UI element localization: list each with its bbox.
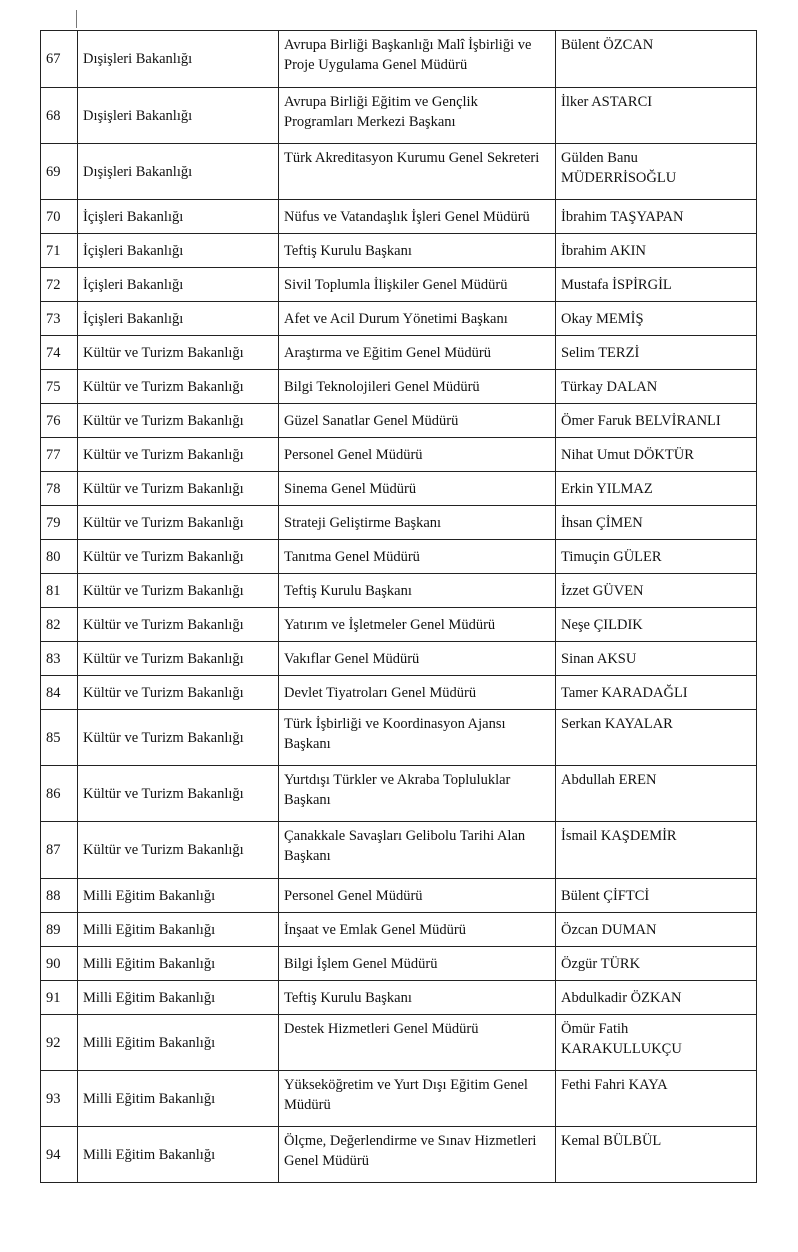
position-cell: Avrupa Birliği Eğitim ve Gençlik Programları Merkezi Başkanı (279, 88, 556, 144)
ministry-cell: Milli Eğitim Bakanlığı (78, 1071, 279, 1127)
row-number: 94 (41, 1127, 78, 1183)
ministry-cell: Dışişleri Bakanlığı (78, 144, 279, 200)
row-number: 76 (41, 404, 78, 438)
ministry-cell: Kültür ve Turizm Bakanlığı (78, 370, 279, 404)
appointee-name-cell: Gülden Banu MÜDERRİSOĞLU (556, 144, 757, 200)
appointee-name-cell: Ömer Faruk BELVİRANLI (556, 404, 757, 438)
appointee-name-cell: İhsan ÇİMEN (556, 506, 757, 540)
row-number: 69 (41, 144, 78, 200)
position-cell: İnşaat ve Emlak Genel Müdürü (279, 913, 556, 947)
position-cell: Türk İşbirliği ve Koordinasyon Ajansı Başkanı (279, 710, 556, 766)
row-number: 88 (41, 879, 78, 913)
ministry-cell: Kültür ve Turizm Bakanlığı (78, 676, 279, 710)
row-number: 67 (41, 31, 78, 88)
table-row (41, 574, 757, 608)
margin-mark (76, 10, 77, 28)
ministry-cell: Milli Eğitim Bakanlığı (78, 879, 279, 913)
appointee-name-cell: İzzet GÜVEN (556, 574, 757, 608)
position-cell: Sivil Toplumla İlişkiler Genel Müdürü (279, 268, 556, 302)
ministry-cell: Kültür ve Turizm Bakanlığı (78, 608, 279, 642)
appointee-name-cell: Türkay DALAN (556, 370, 757, 404)
ministry-cell: Kültür ve Turizm Bakanlığı (78, 766, 279, 822)
position-cell: Çanakkale Savaşları Gelibolu Tarihi Alan Başkanı (279, 822, 556, 879)
table-row (41, 981, 757, 1015)
table-row (41, 472, 757, 506)
ministry-cell: Milli Eğitim Bakanlığı (78, 1015, 279, 1071)
ministry-cell: Kültür ve Turizm Bakanlığı (78, 642, 279, 676)
table-row (41, 540, 757, 574)
ministry-cell: Kültür ve Turizm Bakanlığı (78, 506, 279, 540)
table-row (41, 710, 757, 766)
position-cell: Araştırma ve Eğitim Genel Müdürü (279, 336, 556, 370)
position-cell: Bilgi Teknolojileri Genel Müdürü (279, 370, 556, 404)
table-row (41, 676, 757, 710)
row-number: 91 (41, 981, 78, 1015)
row-number: 86 (41, 766, 78, 822)
row-number: 84 (41, 676, 78, 710)
table-row (41, 144, 757, 200)
position-cell: Afet ve Acil Durum Yönetimi Başkanı (279, 302, 556, 336)
row-number: 80 (41, 540, 78, 574)
position-cell: Strateji Geliştirme Başkanı (279, 506, 556, 540)
table-row (41, 200, 757, 234)
position-cell: Avrupa Birliği Başkanlığı Malî İşbirliği ve Proje Uygulama Genel Müdürü (279, 31, 556, 88)
appointee-name-cell: Serkan KAYALAR (556, 710, 757, 766)
row-number: 75 (41, 370, 78, 404)
appointee-name-cell: Abdullah EREN (556, 766, 757, 822)
appointee-name-cell: Kemal BÜLBÜL (556, 1127, 757, 1183)
appointee-name-cell: İlker ASTARCI (556, 88, 757, 144)
appointee-name-cell: Neşe ÇILDIK (556, 608, 757, 642)
position-cell: Türk Akreditasyon Kurumu Genel Sekreteri (279, 144, 556, 200)
ministry-cell: Kültür ve Turizm Bakanlığı (78, 822, 279, 879)
ministry-cell: Kültür ve Turizm Bakanlığı (78, 404, 279, 438)
ministry-cell: Milli Eğitim Bakanlığı (78, 947, 279, 981)
ministry-cell: Dışişleri Bakanlığı (78, 88, 279, 144)
position-cell: Güzel Sanatlar Genel Müdürü (279, 404, 556, 438)
ministry-cell: Kültür ve Turizm Bakanlığı (78, 472, 279, 506)
appointee-name-cell: Erkin YILMAZ (556, 472, 757, 506)
appointee-name-cell: Nihat Umut DÖKTÜR (556, 438, 757, 472)
position-cell: Sinema Genel Müdürü (279, 472, 556, 506)
row-number: 83 (41, 642, 78, 676)
table-row (41, 608, 757, 642)
appointments-table (40, 30, 757, 1183)
ministry-cell: İçişleri Bakanlığı (78, 234, 279, 268)
appointee-name-cell: Abdulkadir ÖZKAN (556, 981, 757, 1015)
row-number: 73 (41, 302, 78, 336)
row-number: 68 (41, 88, 78, 144)
ministry-cell: Kültür ve Turizm Bakanlığı (78, 336, 279, 370)
row-number: 90 (41, 947, 78, 981)
position-cell: Yurtdışı Türkler ve Akraba Topluluklar Başkanı (279, 766, 556, 822)
table-row (41, 88, 757, 144)
position-cell: Yatırım ve İşletmeler Genel Müdürü (279, 608, 556, 642)
row-number: 85 (41, 710, 78, 766)
row-number: 92 (41, 1015, 78, 1071)
ministry-cell: İçişleri Bakanlığı (78, 200, 279, 234)
appointee-name-cell: Fethi Fahri KAYA (556, 1071, 757, 1127)
table-row (41, 1071, 757, 1127)
row-number: 81 (41, 574, 78, 608)
table-row (41, 336, 757, 370)
row-number: 77 (41, 438, 78, 472)
ministry-cell: Milli Eğitim Bakanlığı (78, 913, 279, 947)
row-number: 89 (41, 913, 78, 947)
position-cell: Destek Hizmetleri Genel Müdürü (279, 1015, 556, 1071)
appointee-name-cell: Tamer KARADAĞLI (556, 676, 757, 710)
ministry-cell: Kültür ve Turizm Bakanlığı (78, 574, 279, 608)
row-number: 87 (41, 822, 78, 879)
row-number: 82 (41, 608, 78, 642)
appointee-name-cell: Sinan AKSU (556, 642, 757, 676)
ministry-cell: Milli Eğitim Bakanlığı (78, 981, 279, 1015)
table-row (41, 404, 757, 438)
row-number: 78 (41, 472, 78, 506)
table-row (41, 268, 757, 302)
position-cell: Teftiş Kurulu Başkanı (279, 234, 556, 268)
position-cell: Bilgi İşlem Genel Müdürü (279, 947, 556, 981)
table-row (41, 31, 757, 88)
appointee-name-cell: İsmail KAŞDEMİR (556, 822, 757, 879)
appointee-name-cell: Okay MEMİŞ (556, 302, 757, 336)
appointee-name-cell: İbrahim AKIN (556, 234, 757, 268)
appointee-name-cell: Timuçin GÜLER (556, 540, 757, 574)
ministry-cell: İçişleri Bakanlığı (78, 268, 279, 302)
table-row (41, 234, 757, 268)
table-row (41, 302, 757, 336)
table-body (41, 31, 757, 1183)
position-cell: Tanıtma Genel Müdürü (279, 540, 556, 574)
row-number: 79 (41, 506, 78, 540)
position-cell: Teftiş Kurulu Başkanı (279, 981, 556, 1015)
row-number: 74 (41, 336, 78, 370)
appointee-name-cell: İbrahim TAŞYAPAN (556, 200, 757, 234)
position-cell: Personel Genel Müdürü (279, 438, 556, 472)
row-number: 93 (41, 1071, 78, 1127)
table-row (41, 1127, 757, 1183)
appointee-name-cell: Özgür TÜRK (556, 947, 757, 981)
table-row (41, 766, 757, 822)
ministry-cell: Kültür ve Turizm Bakanlığı (78, 438, 279, 472)
appointee-name-cell: Ömür Fatih KARAKULLUKÇU (556, 1015, 757, 1071)
ministry-cell: Dışişleri Bakanlığı (78, 31, 279, 88)
ministry-cell: İçişleri Bakanlığı (78, 302, 279, 336)
ministry-cell: Kültür ve Turizm Bakanlığı (78, 540, 279, 574)
appointee-name-cell: Selim TERZİ (556, 336, 757, 370)
table-row (41, 438, 757, 472)
table-row (41, 370, 757, 404)
position-cell: Ölçme, Değerlendirme ve Sınav Hizmetleri Genel Müdürü (279, 1127, 556, 1183)
appointee-name-cell: Bülent ÖZCAN (556, 31, 757, 88)
position-cell: Teftiş Kurulu Başkanı (279, 574, 556, 608)
table-row (41, 642, 757, 676)
ministry-cell: Kültür ve Turizm Bakanlığı (78, 710, 279, 766)
row-number: 70 (41, 200, 78, 234)
table-row (41, 506, 757, 540)
table-row (41, 822, 757, 879)
position-cell: Vakıflar Genel Müdürü (279, 642, 556, 676)
position-cell: Nüfus ve Vatandaşlık İşleri Genel Müdürü (279, 200, 556, 234)
appointee-name-cell: Mustafa İSPİRGİL (556, 268, 757, 302)
row-number: 71 (41, 234, 78, 268)
table-row (41, 913, 757, 947)
position-cell: Devlet Tiyatroları Genel Müdürü (279, 676, 556, 710)
position-cell: Personel Genel Müdürü (279, 879, 556, 913)
table-row (41, 1015, 757, 1071)
appointee-name-cell: Özcan DUMAN (556, 913, 757, 947)
ministry-cell: Milli Eğitim Bakanlığı (78, 1127, 279, 1183)
table-row (41, 879, 757, 913)
table-row (41, 947, 757, 981)
appointee-name-cell: Bülent ÇİFTCİ (556, 879, 757, 913)
row-number: 72 (41, 268, 78, 302)
position-cell: Yükseköğretim ve Yurt Dışı Eğitim Genel Müdürü (279, 1071, 556, 1127)
